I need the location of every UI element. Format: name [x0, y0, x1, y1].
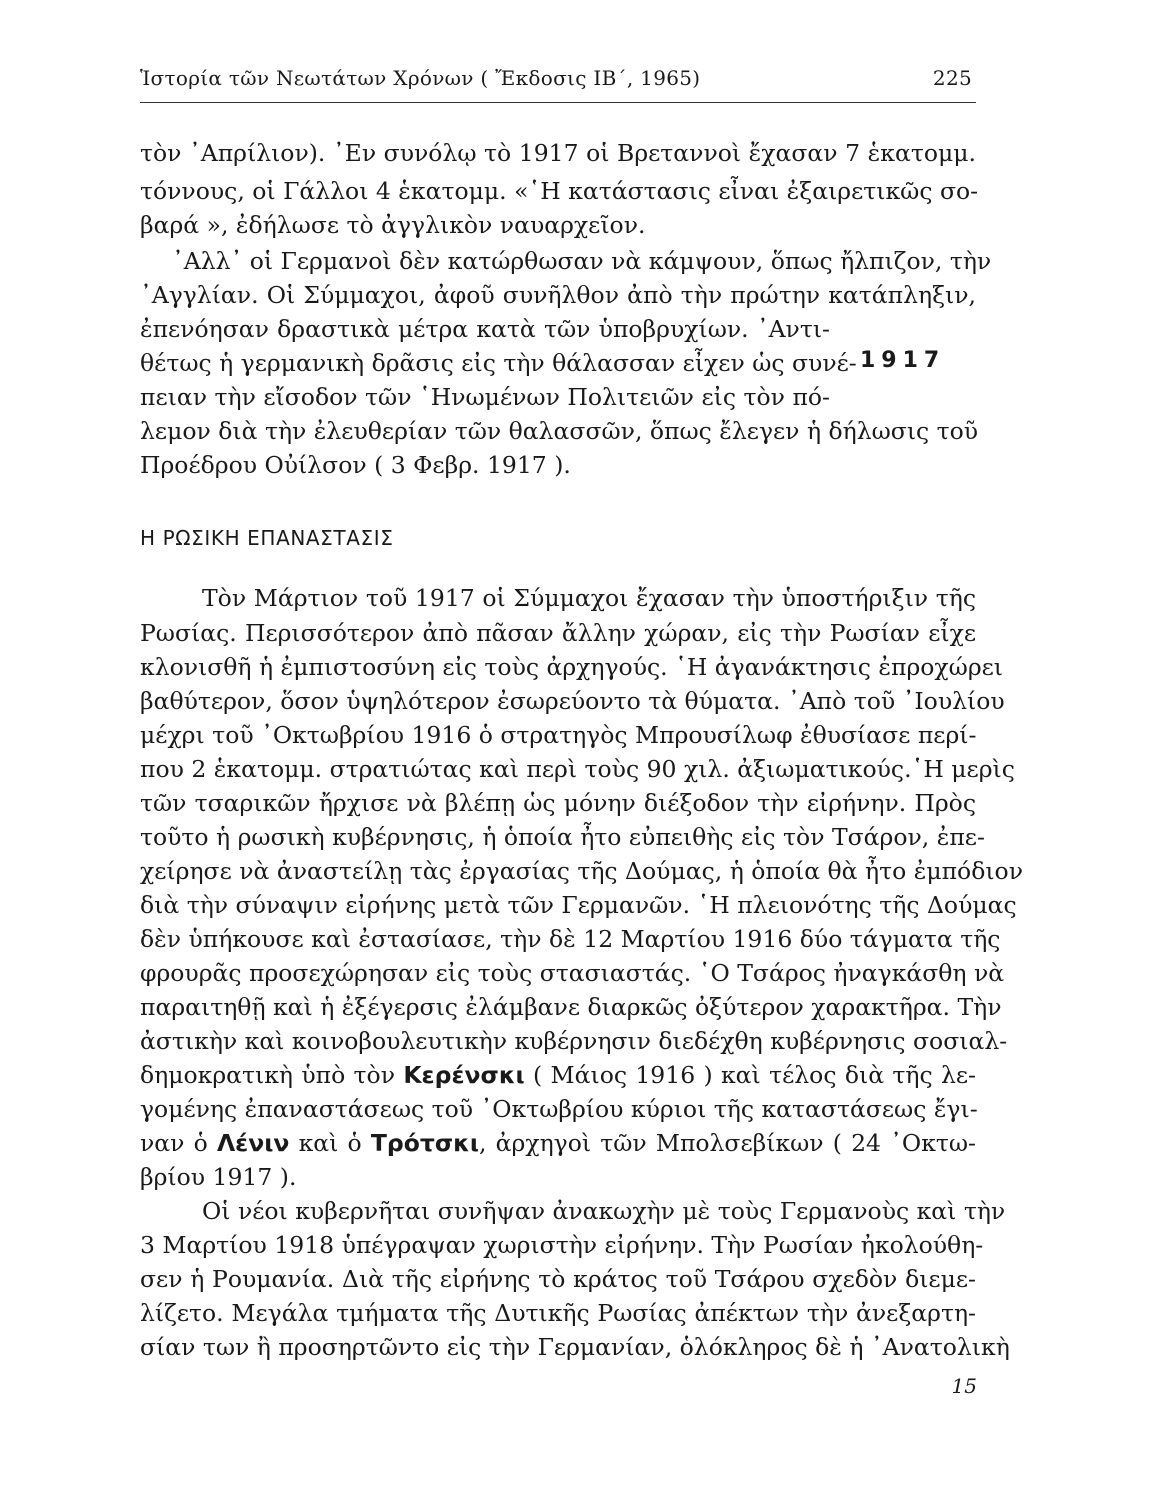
text-line: θέτως ἡ γερμανικὴ δρᾶσις εἰς τὴν θάλασσαν εἶχεν ὡς συνέ- — [140, 349, 857, 377]
text-line: Ρωσίας. Περισσότερον ἀπὸ πᾶσαν ἄλλην χώραν, εἰς τὴν Ρωσίαν εἶχε — [140, 619, 976, 647]
text-line: παραιτηθῇ καὶ ἡ ἐξέγερσις ἐλάμβανε διαρκῶς ὀξύτερον χαρακτῆρα. Τὴν — [140, 993, 1002, 1021]
name-trotsky: Τρότσκι — [370, 1129, 480, 1157]
text-line: δὲν ὑπήκουσε καὶ ἐστασίασε, τὴν δὲ 12 Μαρτίου 1916 δύο τάγματα τῆς — [140, 925, 1001, 953]
text-line: ᾿Αλλ᾿ οἱ Γερμανοὶ δὲν κατώρθωσαν νὰ κάμψουν, ὅπως ἤλπιζον, τὴν — [172, 247, 992, 275]
section-heading: Η ΡΩΣΙΚΗ ΕΠΑΝΑΣΤΑΣΙΣ — [140, 526, 394, 550]
text-line: βαρά », ἐδήλωσε τὸ ἀγγλικὸν ναυαρχεῖον. — [140, 211, 646, 239]
text-line: μέχρι τοῦ ᾿Οκτωβρίου 1916 ὁ στρατηγὸς Μπρουσίλωφ ἐθυσίασε περί- — [140, 721, 977, 749]
text-line: πειαν τὴν εἴσοδον τῶν ῾Ηνωμένων Πολιτειῶν εἰς τὸν πό- — [140, 383, 830, 411]
text-line: Προέδρου Οὐίλσον ( 3 Φεβρ. 1917 ). — [140, 451, 571, 479]
text-line: Οἱ νέοι κυβερνῆται συνῆψαν ἀνακωχὴν μὲ τοὺς Γερμανοὺς καὶ τὴν — [202, 1197, 1006, 1225]
text-line: Τὸν Μάρτιον τοῦ 1917 οἱ Σύμμαχοι ἔχασαν τὴν ὑποστήριξιν τῆς — [202, 584, 976, 612]
text-run: ( Μάιος 1916 ) καὶ τέλος διὰ τῆς λε- — [524, 1061, 976, 1089]
text-line: κλονισθῆ ἡ ἐμπιστοσύνη εἰς τοὺς ἀρχηγούς. ῾Η ἀγανάκτησις ἐπροχώρει — [140, 653, 1004, 681]
name-lenin: Λένιν — [216, 1129, 290, 1157]
text-line: φρουρᾶς προσεχώρησαν εἰς τοὺς στασιαστάς. ῾Ο Τσάρος ἠναγκάσθη νὰ — [140, 959, 1005, 987]
text-line: που 2 ἑκατομμ. στρατιώτας καὶ περὶ τοὺς 90 χιλ. ἀξιωματικούς.῾Η μερὶς — [140, 755, 1015, 783]
running-header — [140, 66, 976, 96]
margin-year-note: 1917 — [860, 348, 946, 373]
text-line: τῶν τσαρικῶν ἤρχισε νὰ βλέπῃ ὡς μόνην διέξοδον τὴν εἰρήνην. Πρὸς — [140, 789, 976, 817]
text-line: τὸν ᾿Απρίλιον). ᾿Εν συνόλῳ τὸ 1917 οἱ Βρεταννοὶ ἔχασαν 7 ἑκατομμ. — [140, 139, 976, 167]
text-line: σεν ἡ Ρουμανία. Διὰ τῆς εἰρήνης τὸ κράτος τοῦ Τσάρου σχεδὸν διεμε- — [140, 1265, 976, 1293]
text-line: ἐπενόησαν δραστικὰ μέτρα κατὰ τῶν ὑποβρυχίων. ᾿Αντι- — [140, 315, 830, 343]
text-line: λεμον διὰ τὴν ἐλευθερίαν τῶν θαλασσῶν, ὅπως ἔλεγεν ἡ δήλωσις τοῦ — [140, 417, 979, 445]
text-line: λίζετο. Μεγάλα τμήματα τῆς Δυτικῆς Ρωσίας ἀπέκτων τὴν ἀνεξαρτη- — [140, 1299, 976, 1327]
text-run: , ἀρχηγοὶ τῶν Μπολσεβίκων ( 24 ᾿Οκτω- — [479, 1129, 976, 1157]
text-line: χείρησε νὰ ἀναστείλῃ τὰς ἐργασίας τῆς Δούμας, ἡ ὁποία θὰ ἦτο ἐμπόδιον — [140, 857, 1023, 885]
text-run: ναν ὁ — [140, 1129, 217, 1157]
text-line-lenin — [140, 1129, 976, 1157]
running-header-title: Ἱστορία τῶν Νεωτάτων Χρόνων ( Ἔκδοσις ΙΒ΄, 1965) — [140, 66, 701, 90]
text-line: βρίου 1917 ). — [140, 1163, 297, 1191]
text-run: δημοκρατικὴ ὑπὸ τὸν — [140, 1061, 404, 1089]
signature-mark: 15 — [951, 1374, 977, 1398]
name-kerensky: Κερένσκι — [403, 1061, 525, 1089]
text-line: τόννους, οἱ Γάλλοι 4 ἑκατομμ. «῾Η κατάστασις εἶναι ἐξαιρετικῶς σο- — [140, 177, 979, 205]
text-line: τοῦτο ἡ ρωσικὴ κυβέρνησις, ἡ ὁποία ἦτο εὐπειθὴς εἰς τὸν Τσάρον, ἐπε- — [140, 823, 985, 851]
text-line: σίαν των ἢ προσηρτῶντο εἰς τὴν Γερμανίαν, ὁλόκληρος δὲ ἡ ᾿Ανατολικὴ — [140, 1333, 1010, 1361]
text-line: βαθύτερον, ὅσον ὑψηλότερον ἐσωρεύοντο τὰ θύματα. ᾿Απὸ τοῦ ᾿Ιουλίου — [140, 687, 1005, 715]
text-line: ᾿Αγγλίαν. Οἱ Σύμμαχοι, ἀφοῦ συνῆλθον ἀπὸ τὴν πρώτην κατάπληξιν, — [140, 281, 976, 309]
text-line: 3 Μαρτίου 1918 ὑπέγραψαν χωριστὴν εἰρήνην. Τὴν Ρωσίαν ἠκολούθη- — [140, 1231, 984, 1259]
header-rule — [140, 102, 976, 103]
page-number: 225 — [932, 66, 972, 90]
text-line-kerensky — [140, 1061, 976, 1089]
text-line: γομένης ἐπαναστάσεως τοῦ ᾿Οκτωβρίου κύριοι τῆς καταστάσεως ἔγι- — [140, 1095, 978, 1123]
text-run: καὶ ὁ — [289, 1129, 371, 1157]
text-line: διὰ τὴν σύναψιν εἰρήνης μετὰ τῶν Γερμανῶν. ῾Η πλειονότης τῆς Δούμας — [140, 891, 1017, 919]
text-line: ἀστικὴν καὶ κοινοβουλευτικὴν κυβέρνησιν διεδέχθη κυβέρνησις σοσιαλ- — [140, 1027, 1008, 1055]
